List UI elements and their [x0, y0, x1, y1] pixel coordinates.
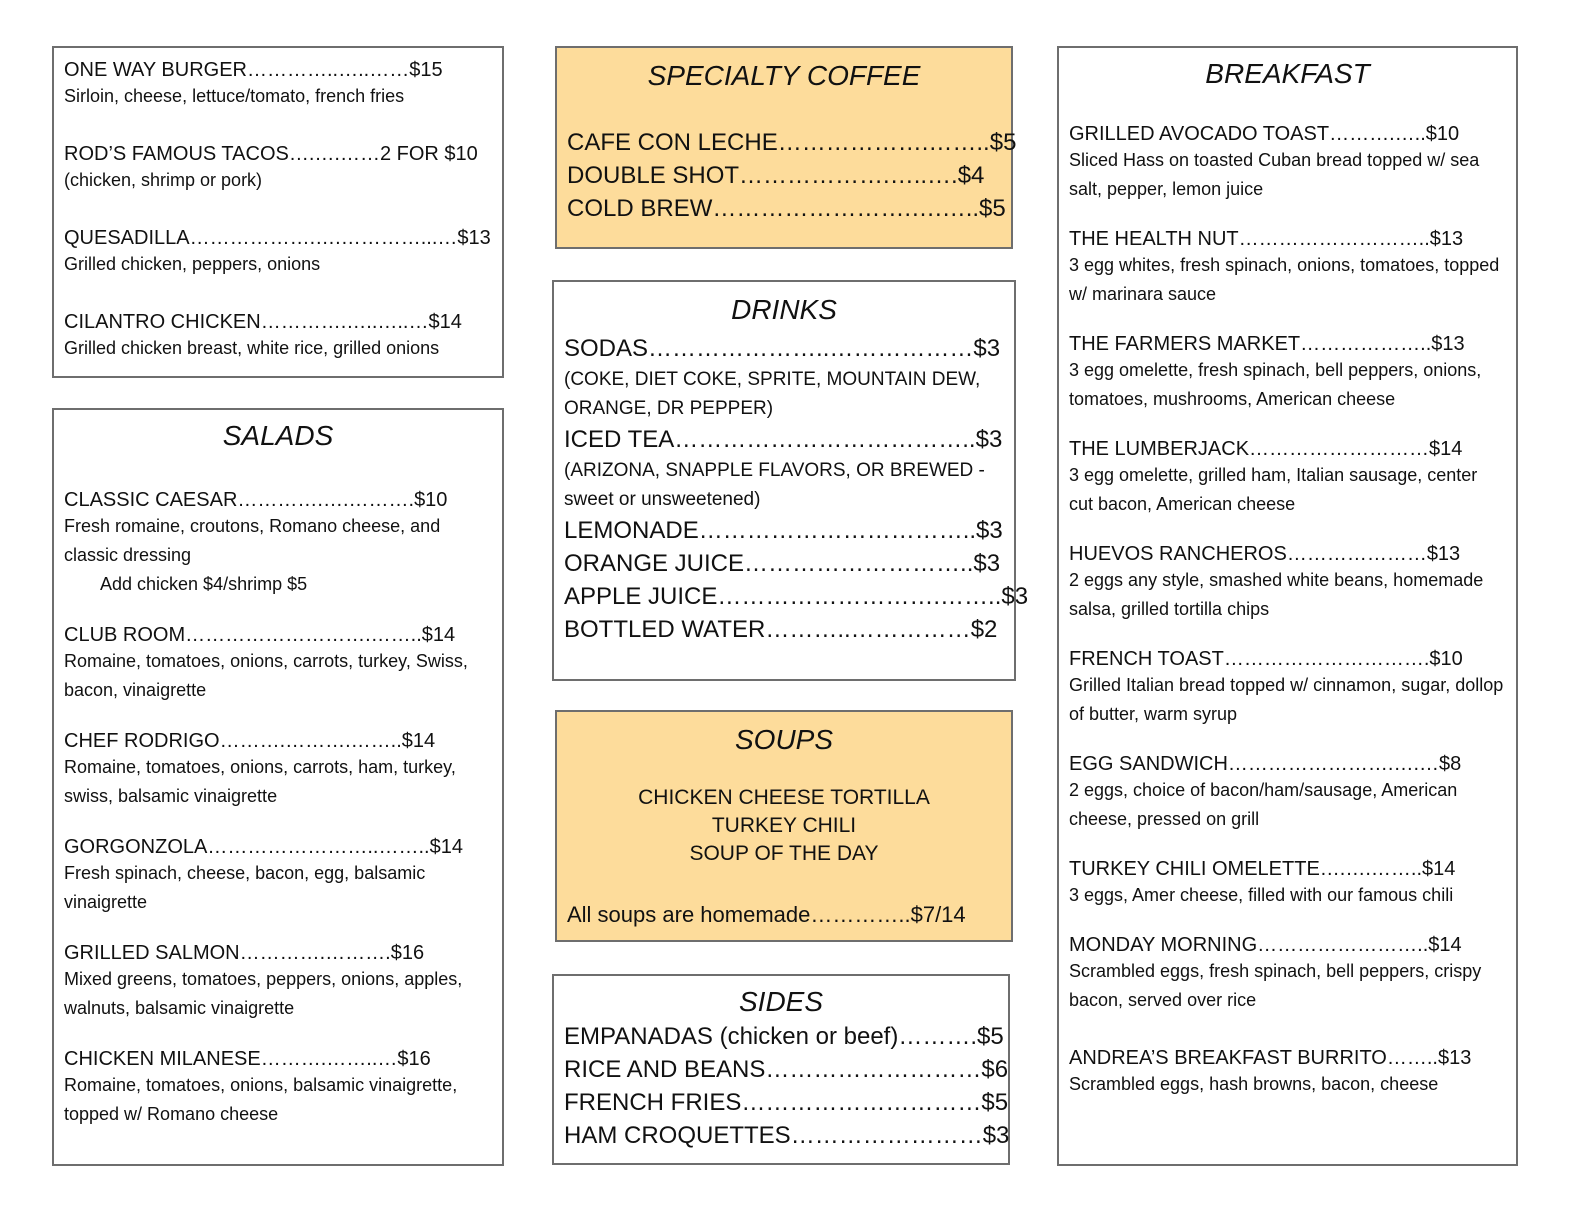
menu-item [1069, 752, 1506, 834]
item-line [64, 488, 492, 512]
item-line [1069, 752, 1506, 776]
item-name: ROD’S FAMOUS TACOS [64, 143, 289, 165]
item-name: SODAS [564, 335, 649, 362]
item-name: CLUB ROOM [64, 624, 186, 646]
item-name: ORANGE JUICE [564, 550, 745, 577]
item-line [64, 58, 492, 82]
drinks-box [552, 280, 1029, 681]
coffee-title: SPECIALTY COFFEE [647, 60, 921, 91]
item-desc: (chicken, shrimp or pork) [64, 170, 263, 190]
drink-item [564, 547, 1004, 580]
item-price: $14 [401, 730, 436, 752]
item-desc: Romaine, tomatoes, onions, balsamic vinaigrette, topped w/ Romano cheese [64, 1075, 458, 1124]
item-desc: Romaine, tomatoes, onions, carrots, turkey, Swiss, bacon, vinaigrette [64, 651, 468, 700]
item-desc: 3 eggs, Amer cheese, filled with our famous chili [1069, 885, 1454, 905]
item-price: $4 [957, 162, 985, 189]
item-name: THE FARMERS MARKET [1069, 333, 1301, 355]
item-dots: ….….…… [288, 143, 380, 165]
item-price: $7/14 [910, 902, 966, 927]
item-price: $14 [428, 311, 462, 333]
item-dots: ………. [898, 1023, 978, 1050]
item-name: RICE AND BEANS [564, 1056, 766, 1083]
item-name: HAM CROQUETTES [564, 1122, 791, 1149]
side-item [564, 1119, 1010, 1152]
item-dots: ……………………….…….. [717, 583, 1002, 610]
item-price: $3 [1001, 583, 1029, 610]
item-desc: 2 eggs any style, smashed white beans, homemade salsa, grilled tortilla chips [1069, 570, 1484, 619]
item-name: CHEF RODRIGO [64, 730, 220, 752]
side-item [564, 1086, 1009, 1119]
coffee-item [567, 192, 1006, 225]
item-desc: Sliced Hass on toasted Cuban bread topped w/ sea salt, pepper, lemon juice [1069, 150, 1480, 199]
item-dots: ……………………… [765, 1056, 982, 1083]
menu-item [64, 226, 492, 279]
item-name: BOTTLED WATER [564, 616, 766, 643]
drink-item [564, 423, 1004, 456]
item-desc: Fresh romaine, croutons, Romano cheese, and classic dressing [64, 516, 441, 565]
item-name: DOUBLE SHOT [567, 162, 740, 189]
item-dots: ………….. [810, 902, 911, 927]
soup-line: CHICKEN CHEESE TORTILLA [638, 786, 930, 809]
item-name: ANDREA’S BREAKFAST BURRITO [1069, 1047, 1387, 1069]
item-price: $5 [989, 129, 1017, 156]
item-line [64, 623, 492, 647]
menu-item [1069, 1046, 1506, 1099]
drink-item [564, 514, 1004, 547]
sides-title: SIDES [738, 986, 824, 1017]
item-dots: ……………………….. [1238, 228, 1430, 250]
item-dots: ….….…….. [1319, 858, 1423, 880]
item-price: $3 [973, 550, 1001, 577]
item-name: QUESADILLA [64, 227, 190, 249]
menu-item [1069, 227, 1506, 309]
item-dots: ………………… [1286, 543, 1427, 565]
sides-box [552, 974, 1010, 1165]
salads-title: SALADS [222, 420, 334, 451]
item-line [64, 226, 492, 250]
item-name: CLASSIC CAESAR [64, 489, 238, 511]
entrees-box [52, 46, 504, 378]
item-line [1069, 542, 1506, 566]
item-dots: ………….………. [239, 942, 391, 964]
item-dots: ……………………..…….. [207, 836, 430, 858]
item-name: EMPANADAS (chicken or beef) [564, 1023, 899, 1050]
drink-item [564, 613, 1004, 646]
item-dots: ……………….…..…. [739, 162, 958, 189]
drink-item [564, 332, 1004, 365]
item-price: 2 FOR $10 [379, 143, 478, 165]
item-line [1069, 332, 1506, 356]
item-name: APPLE JUICE [564, 583, 718, 610]
menu-item [64, 729, 492, 811]
item-dots: …………………………. [1223, 648, 1430, 670]
soups-title: SOUPS [734, 724, 834, 755]
item-line [1069, 437, 1506, 461]
item-line [64, 835, 492, 859]
item-dots: …………………… [790, 1122, 983, 1149]
item-name: CHICKEN MILANESE [64, 1048, 261, 1070]
item-desc: Mixed greens, tomatoes, peppers, onions, apples, walnuts, balsamic vinaigrette [64, 969, 463, 1018]
item-name: THE LUMBERJACK [1069, 438, 1250, 460]
item-price: $3 [976, 517, 1003, 544]
drink-item [564, 580, 1029, 613]
item-price: $13 [1429, 228, 1464, 250]
menu-item [64, 941, 492, 1023]
menu-item [1069, 933, 1506, 1015]
drinks-title: DRINKS [731, 294, 837, 325]
soups-box [555, 710, 1013, 942]
item-name: LEMONADE [564, 517, 699, 544]
menu-item [64, 835, 492, 917]
item-price: $14 [429, 836, 463, 858]
menu-item [1069, 857, 1506, 910]
item-dots: ………….…..…..… [260, 311, 429, 333]
item-name: HUEVOS RANCHEROS [1069, 543, 1287, 565]
item-note: Add chicken $4/shrimp $5 [100, 574, 308, 594]
item-price: $13 [457, 227, 491, 249]
item-dots: ……………….…….. [777, 129, 990, 156]
item-line [1069, 122, 1506, 146]
item-dots: ……………………….…….. [185, 624, 422, 646]
item-desc: Grilled chicken, peppers, onions [64, 254, 321, 274]
item-price: $15 [409, 59, 443, 81]
item-price: $6 [981, 1056, 1009, 1083]
item-price: $10 [1425, 123, 1460, 145]
item-price: $5 [977, 1023, 1004, 1050]
item-price: $10 [1429, 648, 1463, 670]
menu-item [64, 1047, 492, 1129]
item-name: MONDAY MORNING [1069, 934, 1258, 956]
item-price: $3 [982, 1122, 1010, 1149]
item-dots: ……….……….…….. [219, 730, 402, 752]
item-desc: Sirloin, cheese, lettuce/tomato, french fries [64, 86, 405, 106]
item-line [1069, 227, 1506, 251]
item-line [64, 941, 492, 965]
item-desc: 3 egg omelette, fresh spinach, bell peppers, onions, tomatoes, mushrooms, American cheese [1069, 360, 1482, 409]
menu-item [1069, 437, 1506, 519]
item-dots: ……………………………….. [674, 426, 976, 453]
soup-line: TURKEY CHILI [711, 814, 857, 837]
item-name: CAFE CON LECHE [567, 129, 778, 156]
item-line [64, 310, 492, 334]
item-price: $14 [1422, 858, 1456, 880]
item-name: GORGONZOLA [64, 836, 208, 858]
item-dots: ……………………… [1249, 438, 1430, 460]
menu-item [1069, 122, 1506, 204]
item-line [64, 142, 492, 166]
item-price: $3 [975, 426, 1003, 453]
menu-item [64, 310, 492, 363]
item-price: $16 [397, 1048, 431, 1070]
breakfast-box [1057, 46, 1518, 1166]
item-price: $3 [973, 335, 1001, 362]
item-name: All soups are homemade [567, 902, 811, 927]
item-price: $14 [1428, 934, 1462, 956]
item-desc: Romaine, tomatoes, onions, carrots, ham, turkey, swiss, balsamic vinaigrette [64, 757, 456, 806]
menu-item [1069, 332, 1506, 414]
item-price: $14 [421, 624, 456, 646]
menu-item [64, 58, 492, 111]
item-dots: …………..…..…… [247, 59, 410, 81]
item-desc: Grilled chicken breast, white rice, grilled onions [64, 338, 440, 358]
item-desc: Scrambled eggs, hash browns, bacon, cheese [1069, 1074, 1439, 1094]
item-line [1069, 933, 1506, 957]
item-dots: ………..…………… [765, 616, 971, 643]
item-line [1069, 1046, 1506, 1070]
menu-item [1069, 542, 1506, 624]
item-dots: …….. [1386, 1047, 1438, 1069]
item-name: COLD BREW [567, 195, 713, 222]
item-price: $8 [1439, 753, 1462, 775]
item-dots: ………………………… [741, 1089, 982, 1116]
item-price: $13 [1431, 333, 1465, 355]
item-name: GRILLED AVOCADO TOAST [1069, 123, 1330, 145]
menu-item [1069, 647, 1506, 729]
coffee-box [555, 46, 1017, 249]
item-name: TURKEY CHILI OMELETTE [1069, 858, 1320, 880]
item-name: FRENCH FRIES [564, 1089, 742, 1116]
item-price: $16 [390, 942, 425, 964]
menu-item [64, 142, 492, 195]
item-price: $10 [414, 489, 448, 511]
drink-note: (ARIZONA, SNAPPLE FLAVORS, OR BREWED - sweet or unsweetened) [564, 460, 985, 510]
item-desc: Grilled Italian bread topped w/ cinnamon, sugar, dollop of butter, warm syrup [1069, 675, 1504, 724]
item-dots: …………………….. [1257, 934, 1429, 956]
item-desc: Fresh spinach, cheese, bacon, egg, balsamic vinaigrette [64, 863, 426, 912]
side-item [564, 1053, 1009, 1086]
item-desc: 3 egg omelette, grilled ham, Italian sausage, center cut bacon, American cheese [1069, 465, 1478, 514]
item-name: CILANTRO CHICKEN [64, 311, 261, 333]
item-price: $5 [981, 1089, 1009, 1116]
item-desc: Scrambled eggs, fresh spinach, bell peppers, crispy bacon, served over rice [1069, 961, 1482, 1010]
item-name: ONE WAY BURGER [64, 59, 247, 81]
item-name: EGG SANDWICH [1069, 753, 1228, 775]
item-price: $14 [1429, 438, 1463, 460]
soups-footer [567, 898, 1001, 931]
item-dots: ……….……..… [260, 1048, 398, 1070]
item-line [64, 1047, 492, 1071]
item-price: $13 [1426, 543, 1461, 565]
coffee-item [567, 159, 1001, 192]
item-dots: ……………….. [1300, 333, 1432, 355]
item-name: THE HEALTH NUT [1069, 228, 1239, 250]
item-dots: ………….….………. [237, 489, 415, 511]
breakfast-title: BREAKFAST [1205, 58, 1370, 89]
menu-item [64, 488, 492, 599]
item-desc: 2 eggs, choice of bacon/ham/sausage, American cheese, pressed on grill [1069, 780, 1458, 829]
item-dots: …………………..……………… [648, 335, 974, 362]
item-line [64, 729, 492, 753]
item-line [1069, 647, 1506, 671]
salads-box [52, 408, 504, 1166]
item-name: ICED TEA [564, 426, 675, 453]
item-name: FRENCH TOAST [1069, 648, 1224, 670]
item-dots: ……………………….. [744, 550, 974, 577]
menu-item [64, 623, 492, 705]
item-dots: ……….….. [1329, 123, 1426, 145]
side-item [564, 1020, 1004, 1053]
drink-note: (COKE, DIET COKE, SPRITE, MOUNTAIN DEW, ORANGE, DR PEPPER) [564, 369, 981, 419]
item-price: $5 [979, 195, 1006, 222]
soup-line: SOUP OF THE DAY [689, 842, 879, 865]
item-desc: 3 egg whites, fresh spinach, onions, tomatoes, topped w/ marinara sauce [1069, 255, 1500, 304]
item-name: GRILLED SALMON [64, 942, 240, 964]
coffee-item [567, 126, 1017, 159]
item-dots: …………………….….….. [712, 195, 980, 222]
item-price: $13 [1437, 1047, 1472, 1069]
item-dots: …………………………….. [698, 517, 977, 544]
item-price: $2 [970, 616, 998, 643]
item-line [1069, 857, 1506, 881]
item-dots: …………………….….… [1227, 753, 1440, 775]
item-dots: ……………….….…………...… [189, 227, 458, 249]
